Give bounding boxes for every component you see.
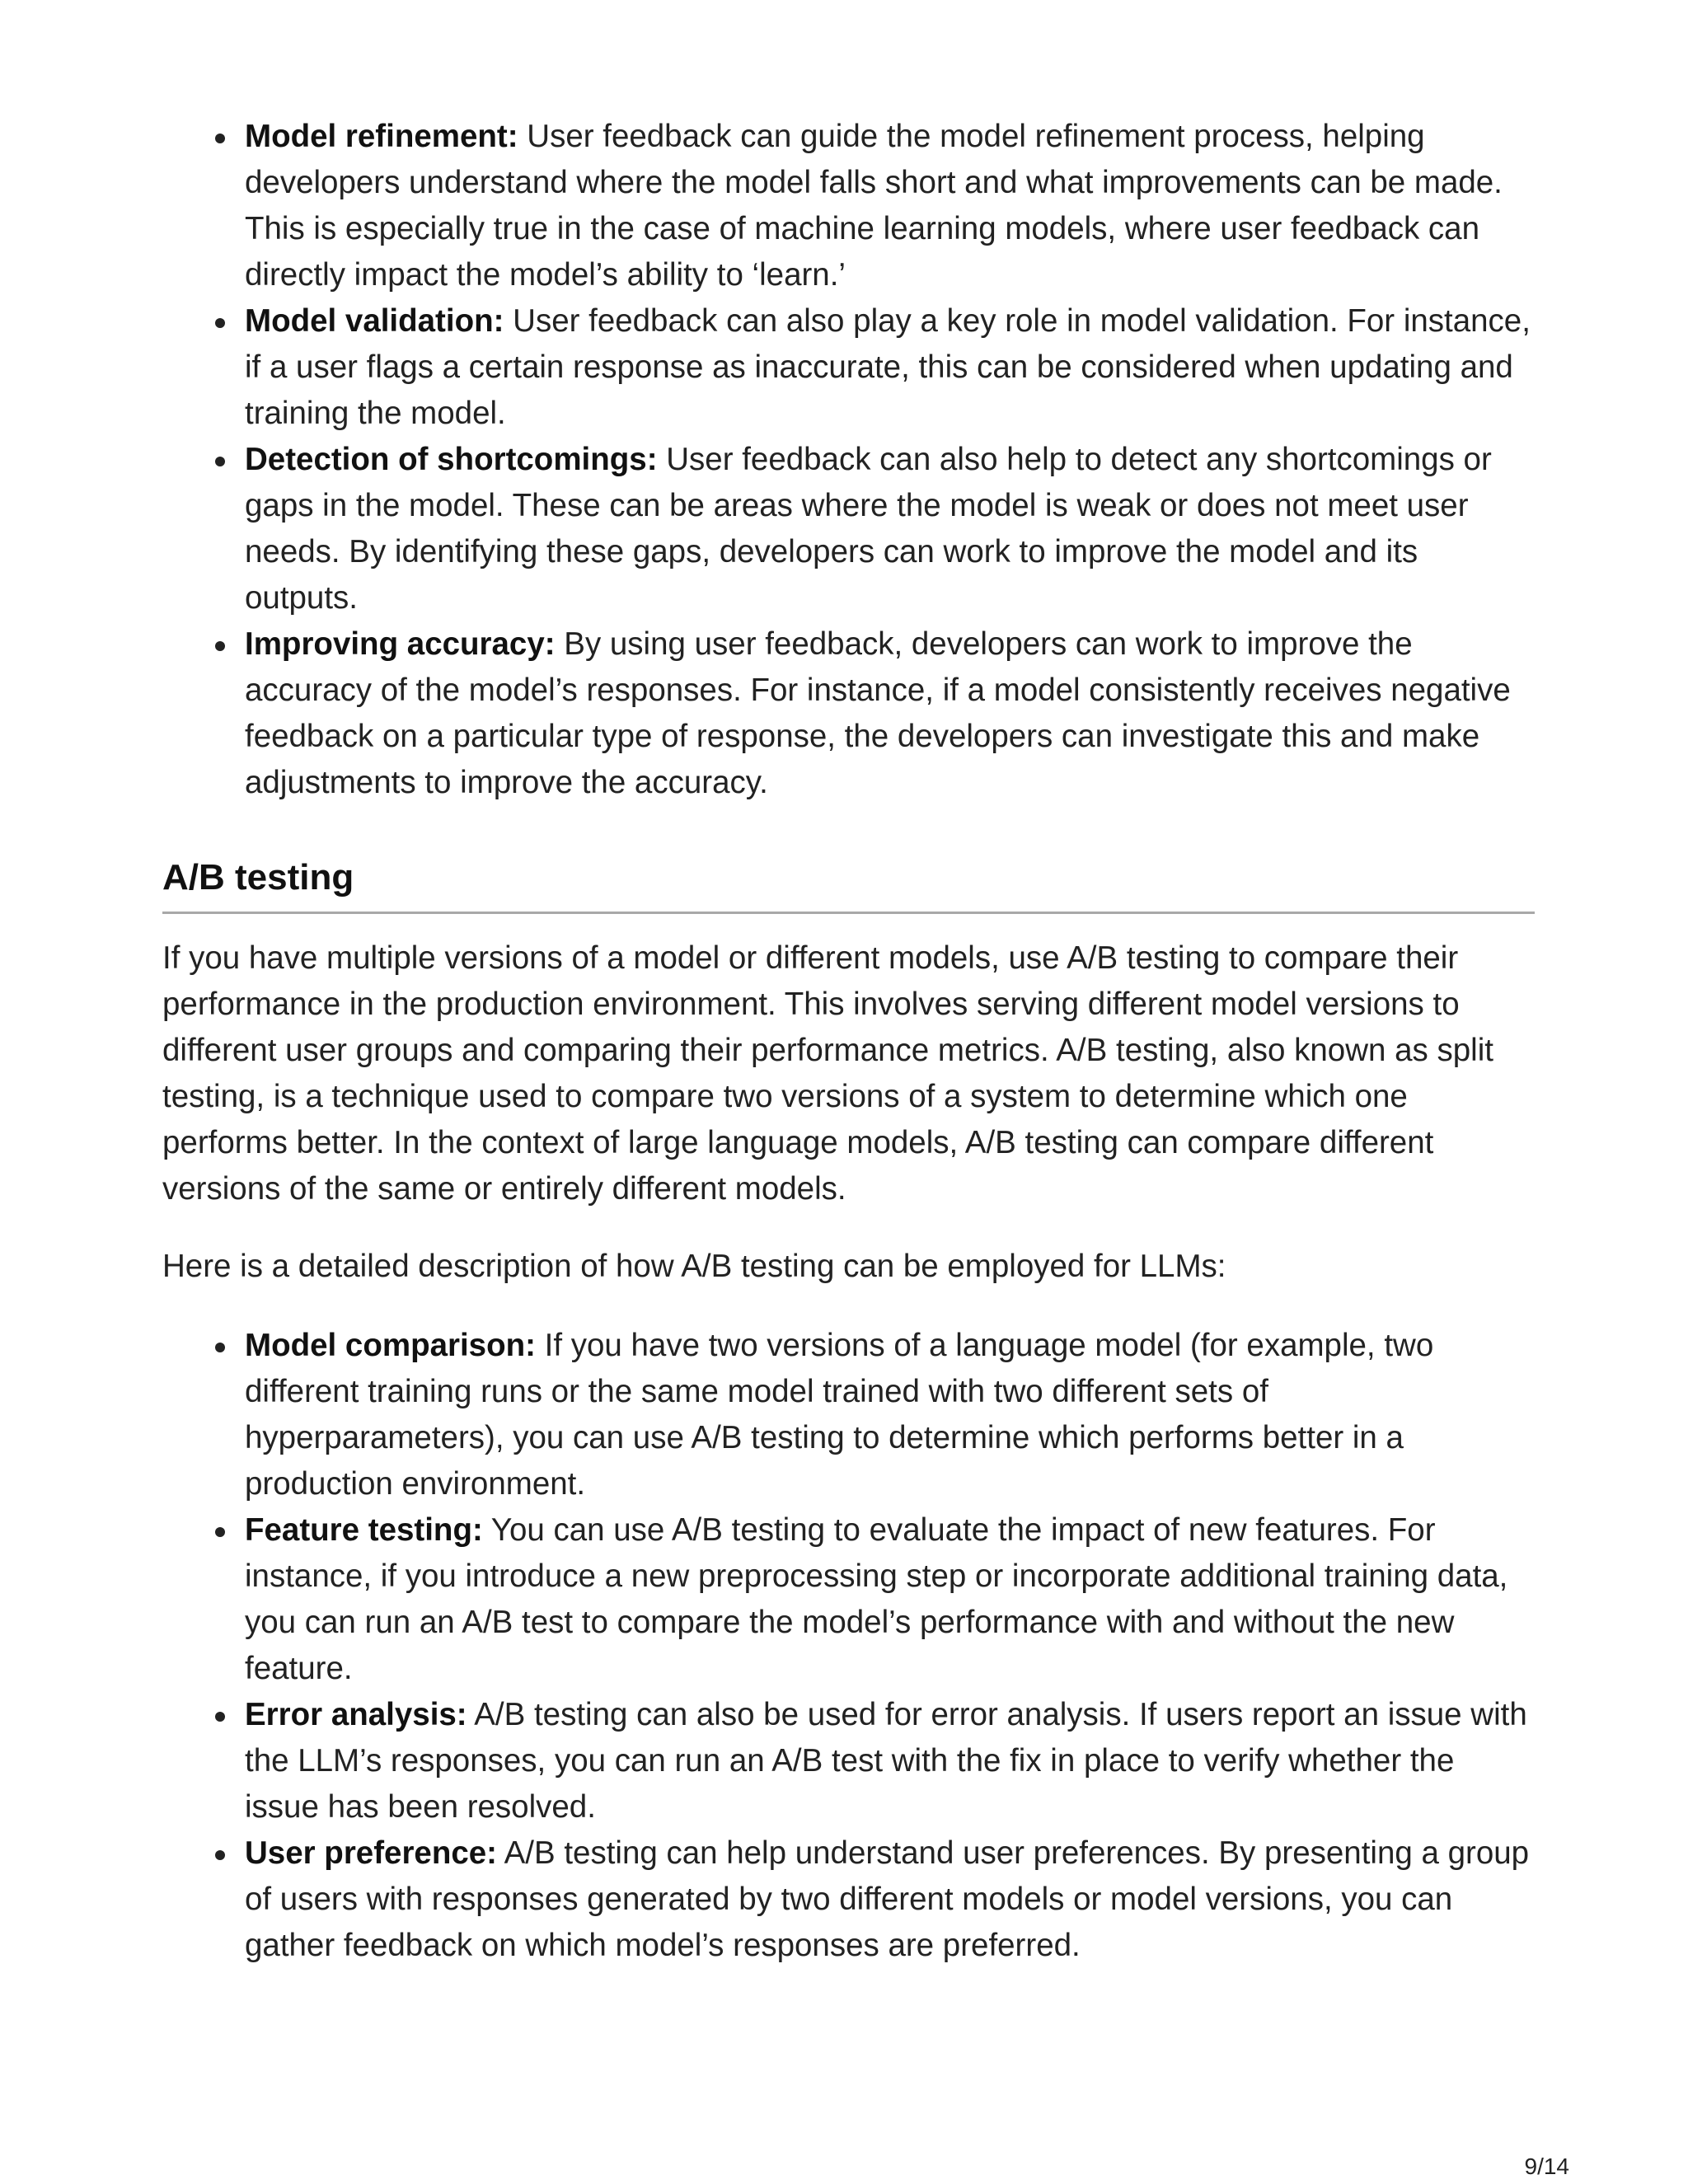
list-item-term: Improving accuracy: xyxy=(245,626,556,662)
list-item xyxy=(245,114,1535,298)
list-item-text: User feedback can also help to detect any shortcomings or gaps in the model. These can be areas where the model is weak or does not meet user needs. By identifying these gaps, developers can work to improve the model and its outputs. xyxy=(245,442,1492,616)
list-item-text: By using user feedback, developers can work to improve the accuracy of the model’s responses. For instance, if a model consistently receives negative feedback on a particular type of response, the developers can investigate this and make adjustments to improve the accuracy. xyxy=(245,626,1511,800)
list-item xyxy=(245,1507,1535,1692)
list-item-term: Model refinement: xyxy=(245,119,518,154)
feedback-benefits-list xyxy=(162,114,1535,806)
list-item xyxy=(245,1692,1535,1830)
list-item-text: A/B testing can also be used for error analysis. If users report an issue with the LLM’s responses, you can run an A/B test with the fix in place to verify whether the issue has been resolved. xyxy=(245,1697,1527,1825)
page-number: 9/14 xyxy=(1524,2154,1569,2179)
list-item xyxy=(245,298,1535,437)
list-item-term: Detection of shortcomings: xyxy=(245,442,658,477)
section-intro-paragraph: Here is a detailed description of how A/B testing can be employed for LLMs: xyxy=(162,1249,1226,1284)
list-item-term: Model comparison: xyxy=(245,1328,536,1363)
list-item xyxy=(245,437,1535,621)
list-item-text: User feedback can also play a key role in model validation. For instance, if a user flags a certain response as inaccurate, this can be considered when updating and training the model. xyxy=(245,303,1531,431)
list-item-term: Error analysis: xyxy=(245,1697,467,1732)
list-item-term: Feature testing: xyxy=(245,1512,483,1548)
list-item-text: If you have two versions of a language model (for example, two different training runs or the same model trained with two different sets of hyperparameters), you can use A/B testing to determine which performs better in a production environment. xyxy=(245,1328,1434,1502)
list-item-term: Model validation: xyxy=(245,303,504,339)
list-item xyxy=(245,1830,1535,1969)
list-item-text: A/B testing can help understand user preferences. By presenting a group of users with responses generated by two different models or model versions, you can gather feedback on which model’s responses are preferred. xyxy=(245,1835,1530,1963)
list-item xyxy=(245,1323,1535,1507)
section-paragraph: If you have multiple versions of a model or different models, use A/B testing to compare their performance in the production environment. This involves serving different model versions to different user groups and comparing their performance metrics. A/B testing, also known as split testing, is a technique used to compare two versions of a system to determine which one performs better. In the context of large language models, A/B testing can compare different versions of the same or entirely different models. xyxy=(162,940,1493,1207)
ab-testing-uses-list xyxy=(162,1323,1535,1969)
section-heading: A/B testing xyxy=(162,852,1535,914)
list-item xyxy=(245,621,1535,806)
list-item-text: User feedback can guide the model refinement process, helping developers understand where the model falls short and what improvements can be made. This is especially true in the case of machine learning models, where user feedback can directly impact the model’s ability to ‘learn.’ xyxy=(245,119,1503,293)
document-content xyxy=(162,114,1535,1969)
list-item-term: User preference: xyxy=(245,1835,498,1871)
list-item-text: You can use A/B testing to evaluate the impact of new features. For instance, if you introduce a new preprocessing step or incorporate additional training data, you can run an A/B test to compare the model’s performance with and without the new feature. xyxy=(245,1512,1508,1686)
